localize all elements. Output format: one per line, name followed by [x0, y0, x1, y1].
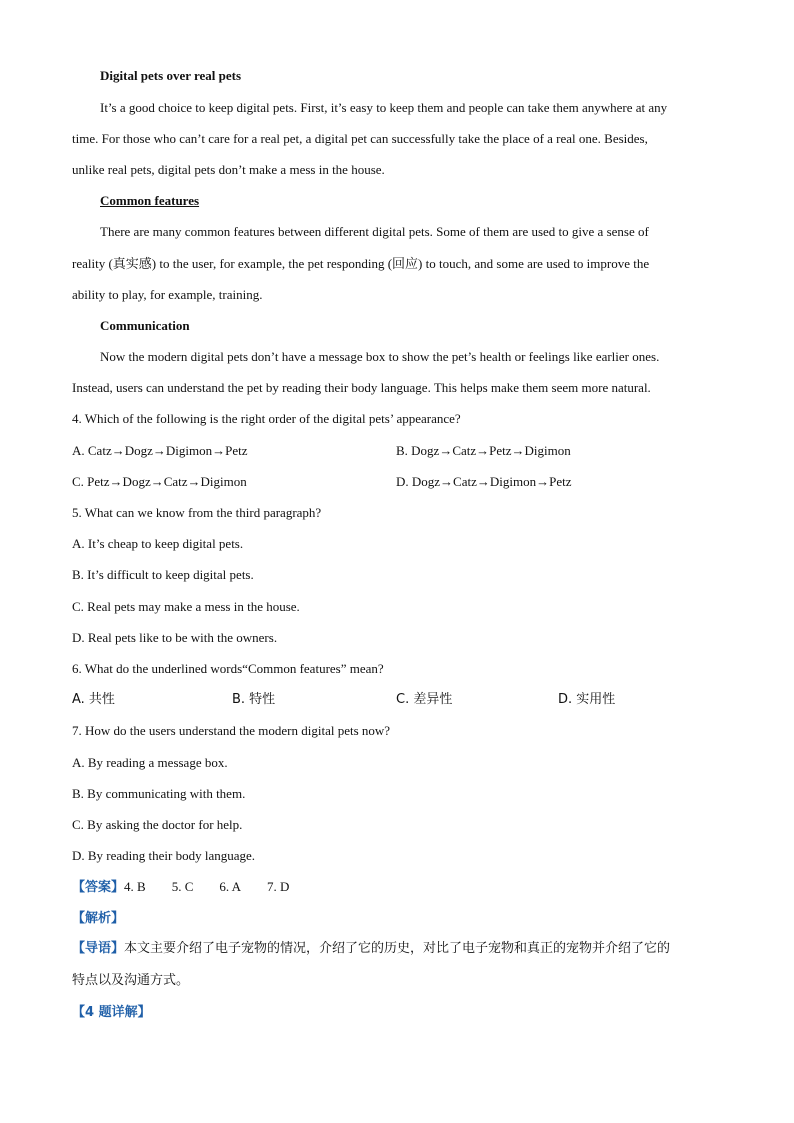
paragraph-1-line-1: It’s a good choice to keep digital pets. First, it’s easy to keep them and people can take them anywhere at any	[100, 100, 668, 115]
paragraph-2-line-1: There are many common features between different digital pets. Some of them are used to give a sense of	[100, 224, 649, 239]
question-6-option-a: A. 共性	[72, 692, 115, 707]
question-5-option-b: B. It’s difficult to keep digital pets.	[72, 567, 254, 582]
question-7-option-c: C. By asking the doctor for help.	[72, 817, 243, 832]
guide-label: 【导语】	[72, 941, 125, 956]
answer-4: 4. B	[124, 879, 146, 894]
question-5-option-c: C. Real pets may make a mess in the house.	[72, 599, 300, 614]
question-6: 6. What do the underlined words“Common features” mean?	[72, 661, 384, 676]
question-4-option-c: C. Petz→Dogz→Catz→Digimon	[72, 474, 247, 489]
paragraph-3-line-1: Now the modern digital pets don’t have a message box to show the pet’s health or feelings like earlier ones.	[100, 349, 660, 364]
guide-text-1: 本文主要介绍了电子宠物的情况，介绍了它的历史，对比了电子宠物和真正的宠物并介绍了它的	[124, 941, 671, 956]
paragraph-1-line-2: time. For those who can’t care for a real pet, a digital pet can successfully take the place of a real one. Besides,	[72, 131, 648, 146]
paragraph-3-line-2: Instead, users can understand the pet by reading their body language. This helps make them seem more natural.	[72, 380, 651, 395]
guide-line-1	[72, 941, 734, 957]
answer-row	[72, 879, 734, 896]
answer-6: 6. A	[219, 879, 242, 894]
question-7: 7. How do the users understand the modern digital pets now?	[72, 723, 391, 738]
question-6-option-c: C. 差异性	[396, 692, 453, 707]
question-5-option-a: A. It’s cheap to keep digital pets.	[72, 536, 244, 551]
paragraph-1-line-3: unlike real pets, digital pets don’t make a mess in the house.	[72, 162, 385, 177]
question-7-option-a: A. By reading a message box.	[72, 755, 228, 770]
analysis-heading	[72, 910, 734, 927]
answer-label: 【答案】	[72, 880, 125, 895]
section-heading-communication: Communication	[100, 318, 190, 333]
detail-heading	[72, 1004, 734, 1021]
passage-title: Digital pets over real pets	[100, 68, 242, 83]
answer-7: 7. D	[267, 879, 290, 894]
question-7-option-d: D. By reading their body language.	[72, 848, 256, 863]
section-heading-common-features: Common features	[100, 193, 200, 208]
question-5-option-d: D. Real pets like to be with the owners.	[72, 630, 278, 645]
question-6-option-b: B. 特性	[232, 692, 276, 707]
question-6-option-d: D. 实用性	[558, 692, 616, 707]
question-4-option-a: A. Catz→Dogz→Digimon→Petz	[72, 443, 248, 458]
guide-line-2: 特点以及沟通方式。	[72, 973, 190, 988]
analysis-label: 【解析】	[72, 911, 125, 926]
question-4-option-d: D. Dogz→Catz→Digimon→Petz	[396, 474, 572, 489]
detail-label: 【4 题详解】	[72, 1005, 151, 1020]
answer-5: 5. C	[171, 879, 194, 894]
question-7-option-b: B. By communicating with them.	[72, 786, 246, 801]
question-4-option-b: B. Dogz→Catz→Petz→Digimon	[396, 443, 571, 458]
question-4: 4. Which of the following is the right order of the digital pets’ appearance?	[72, 411, 461, 426]
question-5: 5. What can we know from the third paragraph?	[72, 505, 322, 520]
paragraph-2-line-2: reality (真实感) to the user, for example, the pet responding (回应) to touch, and some are used to improve the	[72, 256, 650, 271]
paragraph-2-line-3: ability to play, for example, training.	[72, 287, 263, 302]
